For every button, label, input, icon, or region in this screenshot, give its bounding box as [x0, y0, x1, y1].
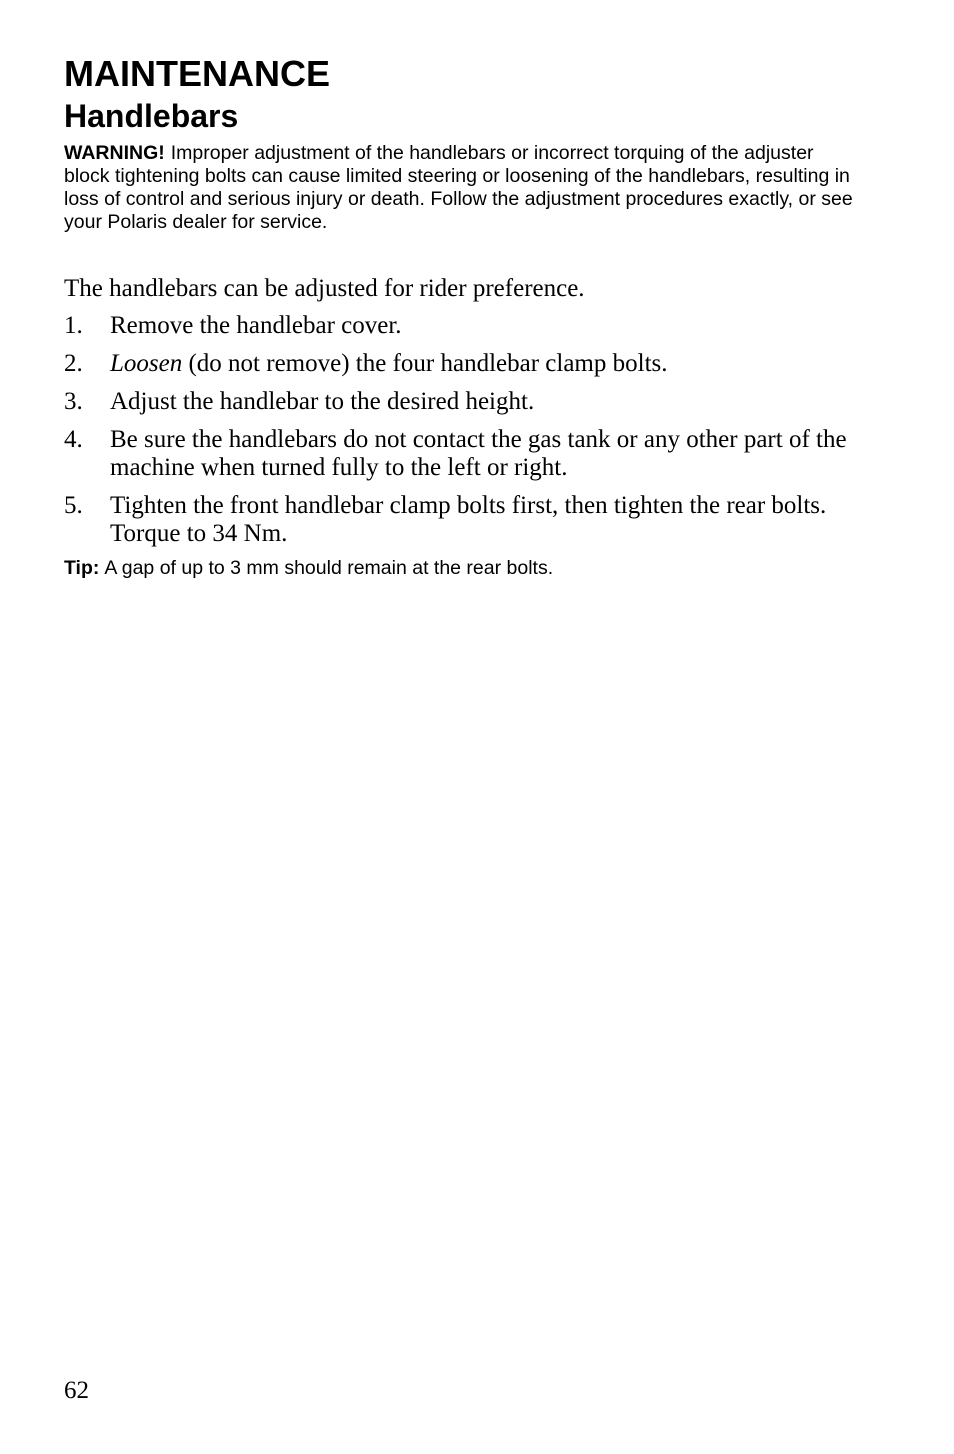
warning-block — [64, 142, 864, 234]
tip-block — [64, 556, 864, 580]
section-title: MAINTENANCE — [64, 53, 330, 94]
list-item — [64, 426, 864, 482]
list-item — [64, 312, 864, 340]
subsection-title: Handlebars — [64, 98, 239, 134]
list-item — [64, 388, 864, 416]
step-number: 4. — [64, 426, 83, 453]
step-number: 2. — [64, 350, 83, 377]
warning-text: Improper adjustment of the handlebars or incorrect torquing of the adjuster block tightening bolts can cause limited steering or loosening of the handlebars, resulting in loss of control and serious injury or death. Follow the adjustment procedures exactly, or see your Polaris dealer for service. — [64, 142, 853, 233]
steps-list — [64, 312, 864, 548]
step-number: 3. — [64, 388, 83, 415]
step-text: Remove the handlebar cover. — [110, 312, 402, 339]
step-number: 1. — [64, 312, 83, 339]
page-number: 62 — [64, 1377, 89, 1404]
step-number: 5. — [64, 492, 83, 519]
step-text: Tighten the front handlebar clamp bolts first, then tighten the rear bolts. Torque to 34 Nm. — [110, 492, 827, 547]
step-text: Adjust the handlebar to the desired height. — [110, 388, 535, 415]
step-emphasis: Loosen — [110, 350, 183, 377]
intro-text: The handlebars can be adjusted for rider preference. — [64, 275, 585, 302]
list-item — [64, 492, 864, 548]
warning-label: WARNING! — [64, 142, 165, 164]
page-content — [64, 52, 864, 580]
tip-label: Tip: — [64, 557, 100, 579]
step-text: Be sure the handlebars do not contact the gas tank or any other part of the machine when turned fully to the left or right. — [110, 426, 847, 481]
tip-text: A gap of up to 3 mm should remain at the rear bolts. — [104, 557, 554, 579]
step-text: (do not remove) the four handlebar clamp bolts. — [182, 350, 668, 377]
list-item — [64, 350, 864, 378]
